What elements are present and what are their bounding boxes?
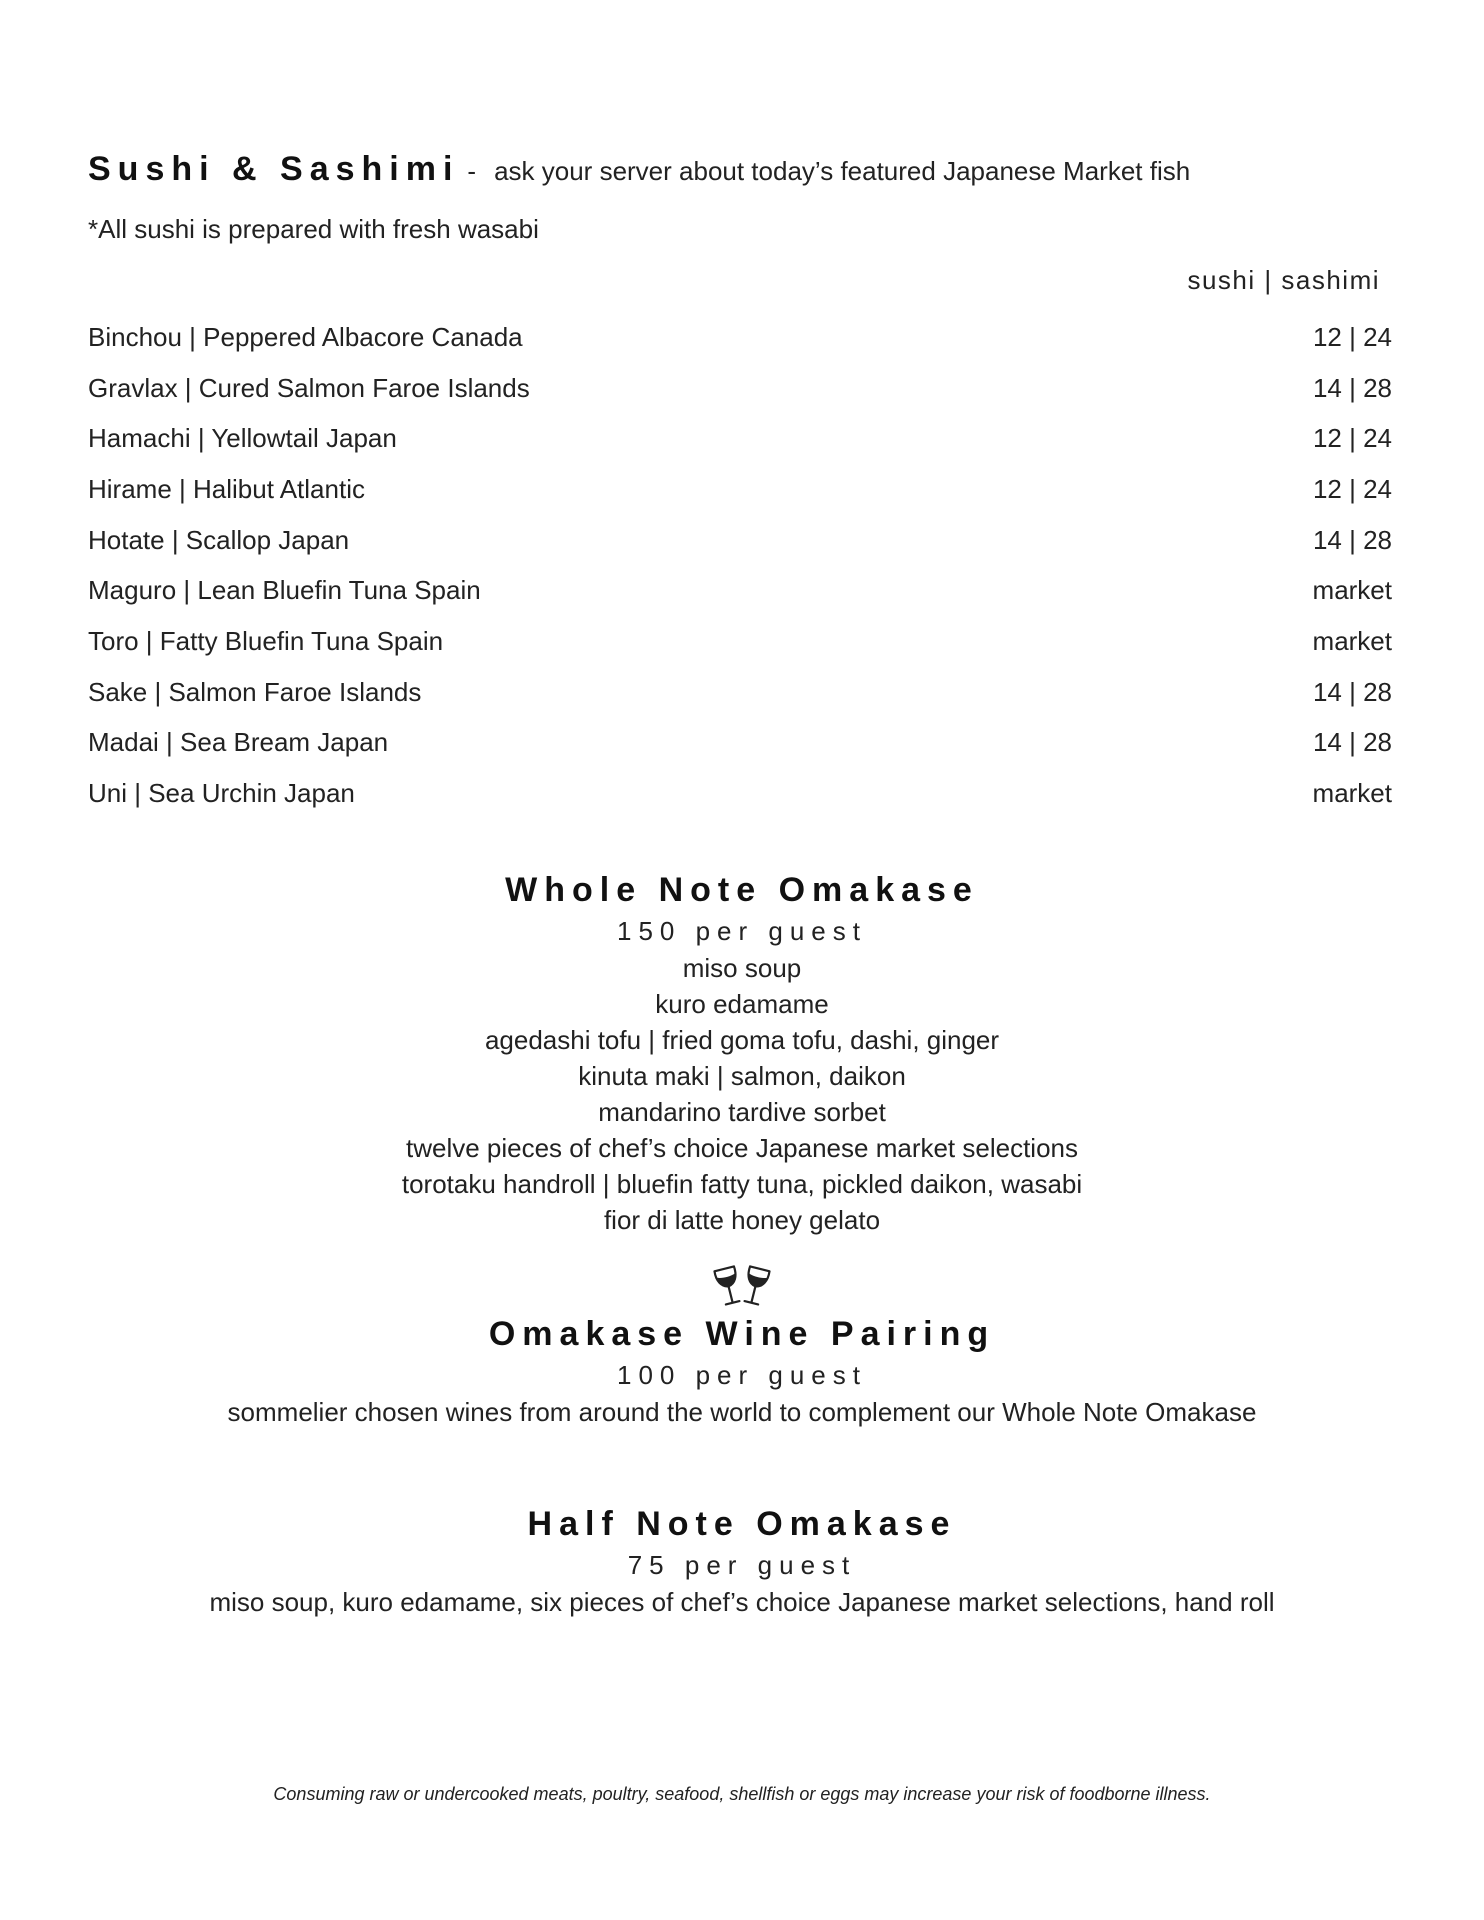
wasabi-note: *All sushi is prepared with fresh wasabi [88, 214, 539, 244]
course-item: agedashi tofu | fried goma tofu, dashi, ginger [484, 1025, 1000, 1055]
whole-note-title: Whole Note Omakase [505, 871, 979, 909]
half-note-omakase-section [90, 1502, 1394, 1620]
menu-item-price: 12 | 24 [1312, 473, 1392, 504]
menu-item [88, 413, 1392, 464]
menu-item [88, 515, 1392, 566]
sushi-menu-list [88, 312, 1392, 819]
menu-item-name: Hamachi | Yellowtail Japan [88, 423, 397, 454]
half-note-description: miso soup, kuro edamame, six pieces of chef’s choice Japanese market selections, hand roll [209, 1587, 1275, 1617]
menu-item-price: 14 | 28 [1312, 524, 1392, 555]
half-note-price: 75 per guest [627, 1550, 857, 1580]
menu-item [88, 718, 1392, 769]
whole-note-omakase-section [90, 868, 1394, 1238]
menu-item [88, 363, 1392, 414]
price-column-headers: sushi | sashimi [1187, 265, 1380, 295]
menu-item-name: Hotate | Scallop Japan [88, 524, 350, 555]
menu-item-name: Toro | Fatty Bluefin Tuna Spain [88, 625, 444, 656]
menu-item-name: Gravlax | Cured Salmon Faroe Islands [88, 372, 530, 403]
course-item: mandarino tardive sorbet [598, 1097, 886, 1127]
menu-item-price: market [1312, 778, 1392, 809]
menu-item-price: 14 | 28 [1312, 727, 1392, 758]
menu-item [88, 565, 1392, 616]
sushi-section-title: Sushi & Sashimi [88, 150, 460, 188]
sushi-section-subtitle: ask your server about today’s featured Japanese Market fish [494, 156, 1191, 186]
wine-glasses-icon [710, 1262, 774, 1314]
menu-item [88, 616, 1392, 667]
whole-note-price: 150 per guest [616, 916, 867, 946]
menu-item-price: market [1312, 625, 1392, 656]
menu-item-price: 14 | 28 [1312, 676, 1392, 707]
sushi-section-header [88, 150, 1408, 200]
course-item: fior di latte honey gelato [603, 1205, 881, 1235]
menu-item [88, 464, 1392, 515]
menu-item-name: Sake | Salmon Faroe Islands [88, 676, 422, 707]
menu-item-name: Binchou | Peppered Albacore Canada [88, 321, 523, 352]
half-note-title: Half Note Omakase [527, 1505, 957, 1543]
menu-item [88, 768, 1392, 819]
menu-item-price: 12 | 24 [1312, 321, 1392, 352]
menu-item-name: Madai | Sea Bream Japan [88, 727, 389, 758]
menu-item-price: 12 | 24 [1312, 423, 1392, 454]
course-item: kuro edamame [655, 989, 829, 1019]
menu-item-name: Hirame | Halibut Atlantic [88, 473, 365, 504]
menu-item [88, 667, 1392, 718]
course-item: miso soup [682, 953, 802, 983]
wine-pairing-section [90, 1312, 1394, 1430]
wine-pairing-price: 100 per guest [616, 1360, 867, 1390]
foodborne-illness-disclaimer: Consuming raw or undercooked meats, poultry, seafood, shellfish or eggs may increase your risk of foodborne illness. [273, 1784, 1211, 1804]
course-item: kinuta maki | salmon, daikon [578, 1061, 906, 1091]
menu-item [88, 312, 1392, 363]
course-item: torotaku handroll | bluefin fatty tuna, pickled daikon, wasabi [401, 1169, 1083, 1199]
header-separator: - [467, 156, 477, 186]
wine-pairing-title: Omakase Wine Pairing [488, 1315, 996, 1353]
wine-pairing-description: sommelier chosen wines from around the world to complement our Whole Note Omakase [227, 1397, 1257, 1427]
menu-item-price: 14 | 28 [1312, 372, 1392, 403]
menu-item-name: Uni | Sea Urchin Japan [88, 778, 355, 809]
menu-item-name: Maguro | Lean Bluefin Tuna Spain [88, 575, 481, 606]
course-item: twelve pieces of chef’s choice Japanese market selections [405, 1133, 1078, 1163]
menu-item-price: market [1312, 575, 1392, 606]
